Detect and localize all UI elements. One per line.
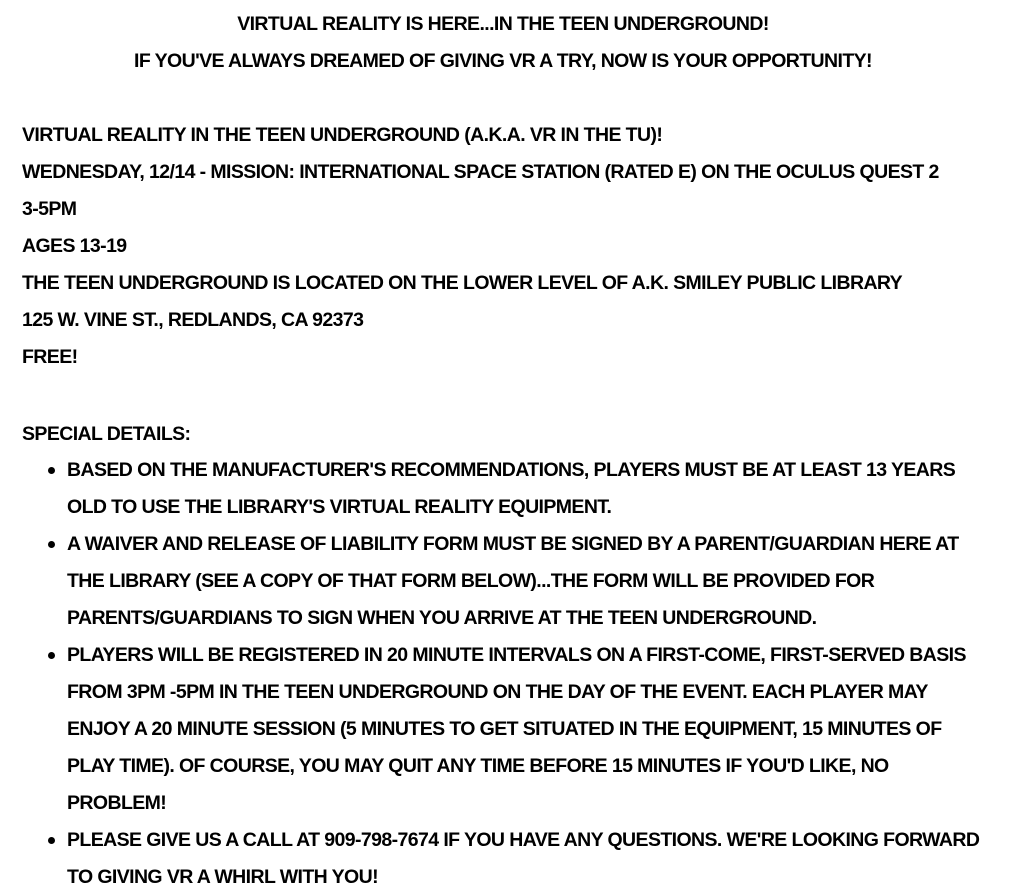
details-heading: SPECIAL DETAILS: xyxy=(22,423,191,445)
details-item-text: PLAYERS WILL BE REGISTERED IN 20 MINUTE INTERVALS ON A FIRST-COME, FIRST-SERVED BASIS FROM 3PM -5PM IN THE TEEN UNDERGROUND ON THE DAY OF THE EVENT. EACH PLAYER MAY ENJOY A 20 MINUTE SESSION (5 MINUTES TO GET SITUATED IN THE EQUIPMENT, 15 MINUTES OF PLAY TIME). OF COURSE, YOU MAY QUIT ANY TIME BEFORE 15 MINUTES IF YOU'D LIKE, NO PROBLEM! xyxy=(67,644,966,814)
event-title: VIRTUAL REALITY IN THE TEEN UNDERGROUND (A.K.A. VR IN THE TU)! xyxy=(22,124,663,146)
event-price: FREE! xyxy=(22,346,78,368)
details-list-item xyxy=(67,452,984,526)
details-list-item xyxy=(67,822,984,896)
details-item-text: BASED ON THE MANUFACTURER'S RECOMMENDATIONS, PLAYERS MUST BE AT LEAST 13 YEARS OLD TO USE THE LIBRARY'S VIRTUAL REALITY EQUIPMENT. xyxy=(67,459,956,518)
details-item-text: PLEASE GIVE US A CALL AT 909-798-7674 IF YOU HAVE ANY QUESTIONS. WE'RE LOOKING FORWARD TO GIVING VR A WHIRL WITH YOU! xyxy=(67,829,980,888)
bullet-icon xyxy=(48,837,55,844)
event-time: 3-5PM xyxy=(22,198,77,220)
event-date-line: WEDNESDAY, 12/14 - MISSION: INTERNATIONAL SPACE STATION (RATED E) ON THE OCULUS QUEST 2 xyxy=(22,161,939,183)
event-address: 125 W. VINE ST., REDLANDS, CA 92373 xyxy=(22,309,364,331)
bullet-icon xyxy=(48,541,55,548)
details-item-text: A WAIVER AND RELEASE OF LIABILITY FORM MUST BE SIGNED BY A PARENT/GUARDIAN HERE AT THE LIBRARY (SEE A COPY OF THAT FORM BELOW)...THE FORM WILL BE PROVIDED FOR PARENTS/GUARDIANS TO SIGN WHEN YOU ARRIVE AT THE TEEN UNDERGROUND. xyxy=(67,533,959,629)
bullet-icon xyxy=(48,652,55,659)
event-info xyxy=(22,117,1002,376)
details-list-item xyxy=(67,526,984,637)
details-list xyxy=(22,452,984,896)
bullet-icon xyxy=(48,467,55,474)
event-location: THE TEEN UNDERGROUND IS LOCATED ON THE LOWER LEVEL OF A.K. SMILEY PUBLIC LIBRARY xyxy=(22,272,903,294)
event-ages: AGES 13-19 xyxy=(22,235,127,257)
header-headline: VIRTUAL REALITY IS HERE...IN THE TEEN UNDERGROUND! xyxy=(237,13,769,35)
details-list-item xyxy=(67,637,984,822)
header-subheadline: IF YOU'VE ALWAYS DREAMED OF GIVING VR A TRY, NOW IS YOUR OPPORTUNITY! xyxy=(134,50,872,72)
header xyxy=(0,6,1006,80)
